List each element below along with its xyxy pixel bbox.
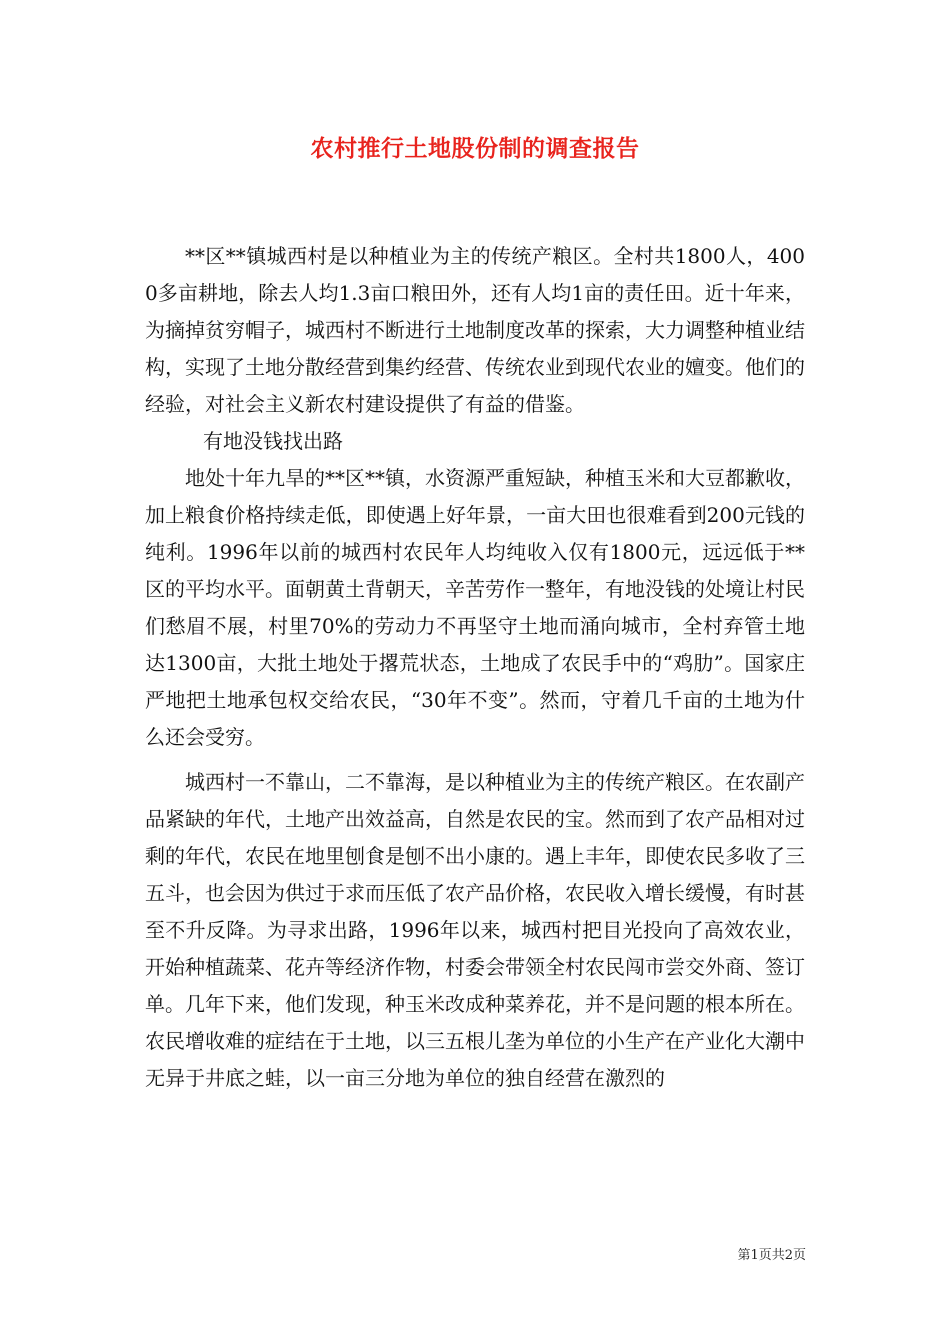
section-heading: 有地没钱找出路	[203, 429, 343, 453]
paragraph-intro: **区**镇城西村是以种植业为主的传统产粮区。全村共1800人，4000多亩耕地，除去人均1.3亩口粮田外，还有人均1亩的责任田。近十年来，为摘掉贫穷帽子，城西村不断进行土地制度改革的探索，大力调整种植业结构，实现了土地分散经营到集约经营、传统农业到现代农业的嬗变。他们的经验，对社会主义新农村建设提供了有益的借鉴。	[145, 244, 805, 416]
document-body	[145, 238, 805, 1097]
page-number: 第1页共2页	[737, 1248, 806, 1263]
paragraph-village: 城西村一不靠山，二不靠海，是以种植业为主的传统产粮区。在农副产品紧缺的年代，土地产出效益高，自然是农民的宝。然而到了农产品相对过剩的年代，农民在地里刨食是刨不出小康的。遇上丰年，即使农民多收了三五斗，也会因为供过于求而压低了农产品价格，农民收入增长缓慢，有时甚至不升反降。为寻求出路，1996年以来，城西村把目光投向了高效农业，开始种植蔬菜、花卉等经济作物，村委会带领全村农民闯市尝交外商、签订单。几年下来，他们发现，种玉米改成种菜养花，并不是问题的根本所在。农民增收难的症结在于土地，以三五根儿垄为单位的小生产在产业化大潮中无异于井底之蛙，以一亩三分地为单位的独自经营在激烈的	[145, 770, 805, 1090]
paragraph-drought: 地处十年九旱的**区**镇，水资源严重短缺，种植玉米和大豆都歉收，加上粮食价格持续走低，即使遇上好年景，一亩大田也很难看到200元钱的纯利。1996年以前的城西村农民年人均纯收入仅有1800元，远远低于**区的平均水平。面朝黄土背朝天，辛苦劳作一整年，有地没钱的处境让村民们愁眉不展，村里70%的劳动力不再坚守土地而涌向城市，全村弃管土地达1300亩，大批土地处于撂荒状态，土地成了农民手中的“鸡肋”。国家庄严地把土地承包权交给农民，“30年不变”。然而，守着几千亩的土地为什么还会受穷。	[145, 466, 805, 749]
document-title: 农村推行土地股份制的调查报告	[310, 135, 640, 162]
